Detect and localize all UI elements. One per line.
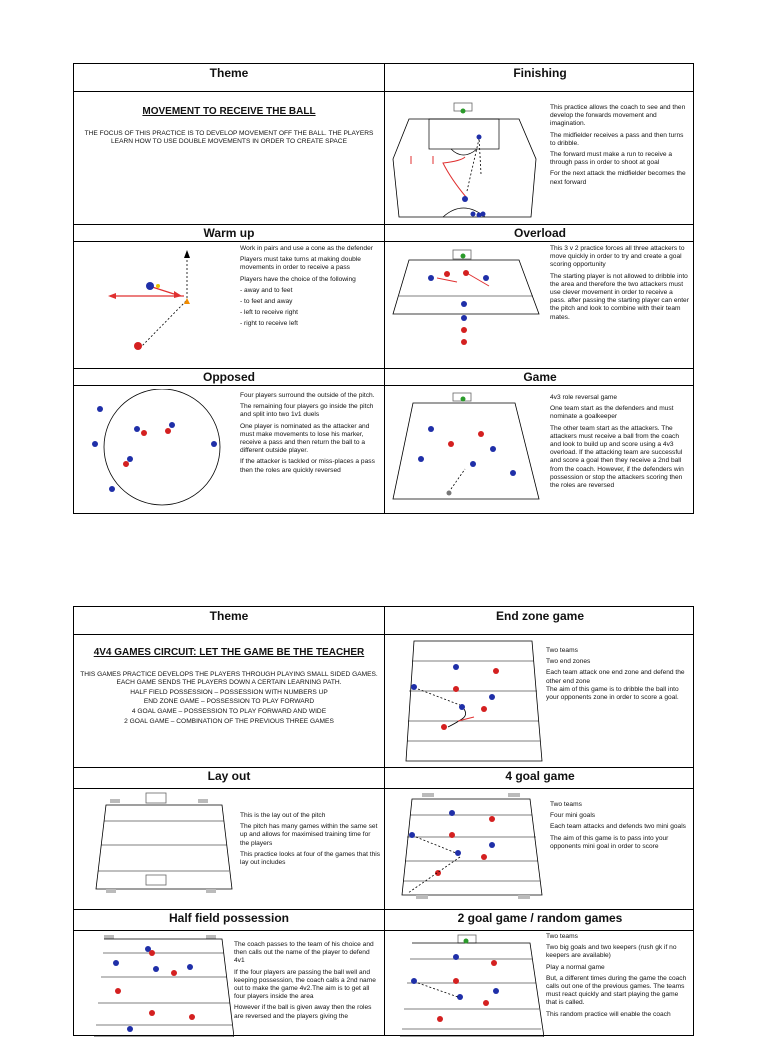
- opposed-diagram: [92, 389, 232, 509]
- overload-diagram: [391, 246, 541, 358]
- twogoal-text: Two teams Two big goals and two keepers (rush gk if no keepers are available) Play a normal game But, a different times during the game the coach calls out one of the previous games. The teams must react quickly and start playing the game that is called. This random practice will enable the coach: [546, 933, 687, 1018]
- twogoal-diagram: [400, 933, 544, 1037]
- column-divider: [384, 64, 385, 513]
- finishing-text: This practice allows the coach to see and then develop the forwards movement and imagination. The midfielder receives a pass and then turns to dribble. The forward must make a run to receive a through pass in order to shoot at goal For the next attack the midfielder becomes the next forward: [550, 104, 686, 186]
- theme-cell: [74, 635, 384, 767]
- finishing-diagram: [391, 99, 541, 219]
- theme-header: Theme: [209, 609, 249, 623]
- game-diagram: [391, 389, 541, 507]
- game-header: Game: [523, 370, 557, 384]
- row-divider: [74, 368, 693, 369]
- theme-title: MOVEMENT TO RECEIVE THE BALL: [142, 106, 316, 117]
- finishing-header: Finishing: [513, 66, 567, 80]
- overload-text: This 3 v 2 practice forces all three attackers to move quickly in order to try and create a goal scoring opportunity The starting player is not allowed to dribble into the area and therefore the two attackers must use clever movement in order to receive a pass. after passing the starting player can enter the pitch and look to combine with their team mates.: [550, 245, 689, 321]
- theme-header: Theme: [209, 66, 249, 80]
- fourgoal-text: Two teams Four mini goals Each team attacks and defends two mini goals The aim of this game is to pass into your opponents mini goal in order to score: [550, 801, 686, 850]
- layout-header: Lay out: [207, 769, 251, 783]
- row-divider: [74, 767, 693, 768]
- halffield-text: The coach passes to the team of his choice and then calls out the name of the player to defend 4v1 If the four players are passing the ball well and keeping possession, the coach calls a 2nd name out to make the game 4v2.The aim is to get all four players inside the area However if the ball is given away then the roles are reversed and the players giving the: [234, 941, 376, 1020]
- fourgoal-header: 4 goal game: [505, 769, 575, 783]
- column-divider: [384, 607, 385, 1035]
- opposed-text: Four players surround the outside of the pitch. The remaining four players go inside the pitch and split into two 1v1 duels One player is nominated as the attacker and must make movements to lose his marker, receive a pass and then return the ball to a different outside player. If the attacker is tackled or miss-places a pass then the roles are quickly reversed: [240, 392, 375, 474]
- warmup-text: Work in pairs and use a cone as the defender Players must take turns at making double movements in order to receive a pass Players have the choice of the following - away and to feet - to feet and away - left to receive right - right to receive left: [240, 245, 373, 328]
- layout-diagram: [94, 791, 234, 901]
- twogoal-header: 2 goal game / random games: [457, 911, 623, 925]
- overload-header: Overload: [513, 226, 567, 240]
- layout-text: This is the lay out of the pitch The pitch has many games within the same set up and allows for maximised training time for the players This practice looks at four of the games that this lay out includes: [240, 812, 381, 867]
- theme-description: THIS GAMES PRACTICE DEVELOPS THE PLAYERS THROUGH PLAYING SMALL SIDED GAMES. EACH GAME SENDS THE PLAYERS DOWN A CERTAIN LEARNING PATH. HALF FIELD POSSESSION – POSSESSION WITH NUMBERS UP END ZONE GAME – POSSESSION TO PLAY FORWARD 4 GOAL GAME – POSSESSION TO PLAY FORWARD AND WIDE 2 GOAL GAME – COMBINATION OF THE PREVIOUS THREE GAMES: [80, 671, 378, 726]
- row-divider: [74, 788, 693, 789]
- session-sheet-games-circuit: [73, 606, 694, 1036]
- halffield-header: Half field possession: [168, 911, 290, 925]
- endzone-header: End zone game: [495, 609, 584, 623]
- theme-title: 4V4 GAMES CIRCUIT: LET THE GAME BE THE TEACHER: [93, 647, 365, 658]
- warmup-header: Warm up: [203, 226, 255, 240]
- endzone-text: Two teams Two end zones Each team attack one end zone and defend the other end zone The aim of this game is to dribble the ball into your opponents zone in order to score a goal.: [546, 647, 685, 702]
- theme-cell: [74, 92, 384, 224]
- row-divider: [74, 385, 693, 386]
- theme-description: THE FOCUS OF THIS PRACTICE IS TO DEVELOP MOVEMENT OFF THE BALL. THE PLAYERS LEARN HOW TO USE DOUBLE MOVEMENTS IN ORDER TO CREATE SPACE: [84, 130, 374, 146]
- row-divider: [74, 909, 693, 910]
- halffield-diagram: [94, 933, 234, 1037]
- fourgoal-diagram: [400, 791, 544, 907]
- endzone-diagram: [404, 639, 544, 763]
- opposed-header: Opposed: [202, 370, 255, 384]
- warmup-diagram: [104, 246, 229, 358]
- row-divider: [74, 241, 693, 242]
- row-divider: [74, 930, 693, 931]
- session-sheet-movement: [73, 63, 694, 514]
- game-text: 4v3 role reversal game One team start as the defenders and must nominate a goalkeeper The other team start as the attackers. The attackers must receive a ball from the coach and look to build up and score using a 4v3 overload. If the attacking team are successful and score a goal then they receive a 2nd ball from the coach. However, if the defenders win possession or stop the attackers scoring then the roles are reversed: [550, 394, 684, 490]
